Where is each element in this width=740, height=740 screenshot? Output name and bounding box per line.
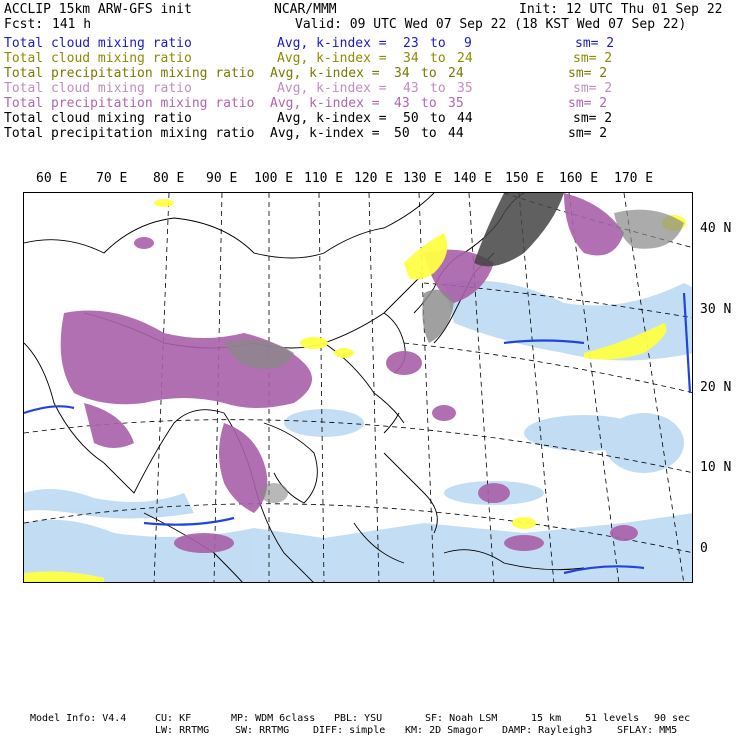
legend-sm: sm= 2 — [573, 81, 613, 96]
lon-label: 120 E — [354, 171, 394, 186]
legend-field-name: Total cloud mixing ratio — [4, 81, 192, 96]
legend-field-name: Total precipitation mixing ratio — [4, 96, 255, 111]
timestep: 90 sec — [654, 713, 691, 724]
levels: 51 levels — [585, 713, 640, 724]
legend-sm: sm= 2 — [568, 66, 608, 81]
lon-label: 90 E — [206, 171, 238, 186]
legend-avg: Avg, k-index = — [270, 96, 380, 111]
legend-to-word: to — [430, 111, 446, 126]
forecast-label: Fcst: — [4, 17, 44, 32]
legend-sm: sm= 2 — [573, 111, 613, 126]
legend-field-name: Total precipitation mixing ratio — [4, 66, 255, 81]
lon-label: 100 E — [254, 171, 294, 186]
lon-label: 170 E — [614, 171, 654, 186]
lon-label: 150 E — [505, 171, 545, 186]
legend-from: 50 — [394, 126, 410, 141]
legend-sm: sm= 2 — [568, 96, 608, 111]
forecast-hours: 141 h — [52, 17, 92, 32]
legend-avg: Avg, k-index = — [277, 51, 387, 66]
lw-scheme: LW: RRTMG — [155, 725, 210, 736]
legend-from: 34 — [394, 66, 410, 81]
lat-label: 0 — [700, 541, 708, 556]
legend-to: 35 — [448, 96, 464, 111]
legend-sm: sm= 2 — [568, 126, 608, 141]
lat-label: 10 N — [700, 460, 732, 475]
legend-to-word: to — [421, 66, 437, 81]
legend-from: 23 — [403, 36, 419, 51]
legend-to-word: to — [430, 51, 446, 66]
legend-to: 35 — [457, 81, 473, 96]
pbl-scheme: PBL: YSU — [334, 713, 383, 724]
lon-label: 130 E — [403, 171, 443, 186]
lat-label: 30 N — [700, 302, 732, 317]
legend-sm: sm= 2 — [575, 36, 615, 51]
legend-to: 44 — [457, 111, 473, 126]
lon-label: 70 E — [96, 171, 128, 186]
sflay-scheme: SFLAY: MM5 — [617, 725, 678, 736]
legend-field-name: Total cloud mixing ratio — [4, 36, 192, 51]
legend-to: 9 — [464, 36, 472, 51]
legend-from: 43 — [403, 81, 419, 96]
legend-avg: Avg, k-index = — [277, 81, 387, 96]
legend-to-word: to — [430, 36, 446, 51]
legend-to-word: to — [430, 81, 446, 96]
lat-label: 20 N — [700, 380, 732, 395]
model-info: Model Info: V4.4 — [30, 713, 127, 724]
legend-field-name: Total cloud mixing ratio — [4, 51, 192, 66]
init-time: Init: 12 UTC Thu 01 Sep 22 — [519, 2, 723, 17]
lon-label: 160 E — [559, 171, 599, 186]
sw-scheme: SW: RRTMG — [235, 725, 290, 736]
cu-scheme: CU: KF — [155, 713, 192, 724]
organization: NCAR/MMM — [274, 2, 337, 17]
model-title: ACCLIP 15km ARW-GFS init — [4, 2, 192, 17]
precip-field-purple — [61, 193, 638, 553]
km-scheme: KM: 2D Smagor — [405, 725, 484, 736]
lat-label: 40 N — [700, 221, 732, 236]
legend-sm: sm= 2 — [573, 51, 613, 66]
legend-avg: Avg, k-index = — [270, 66, 380, 81]
legend-avg: Avg, k-index = — [277, 36, 387, 51]
valid-time: Valid: 09 UTC Wed 07 Sep 22 (18 KST Wed 07 Sep 22) — [295, 17, 687, 32]
lon-label: 110 E — [304, 171, 344, 186]
legend-avg: Avg, k-index = — [277, 111, 387, 126]
legend-to: 24 — [457, 51, 473, 66]
lon-label: 140 E — [453, 171, 493, 186]
map-panel — [23, 192, 693, 583]
legend-to-word: to — [421, 126, 437, 141]
diff-scheme: DIFF: simple — [313, 725, 386, 736]
legend-to: 44 — [448, 126, 464, 141]
damp-scheme: DAMP: Rayleigh3 — [502, 725, 593, 736]
lon-label: 60 E — [36, 171, 68, 186]
lon-label: 80 E — [153, 171, 185, 186]
legend-from: 43 — [394, 96, 410, 111]
legend-from: 50 — [403, 111, 419, 126]
sf-scheme: SF: Noah LSM — [425, 713, 498, 724]
legend-field-name: Total cloud mixing ratio — [4, 111, 192, 126]
legend-avg: Avg, k-index = — [270, 126, 380, 141]
legend-from: 34 — [403, 51, 419, 66]
legend-to: 24 — [448, 66, 464, 81]
mp-scheme: MP: WDM 6class — [231, 713, 316, 724]
map-canvas — [24, 193, 693, 583]
resolution: 15 km — [531, 713, 562, 724]
legend-to-word: to — [421, 96, 437, 111]
legend-field-name: Total precipitation mixing ratio — [4, 126, 255, 141]
